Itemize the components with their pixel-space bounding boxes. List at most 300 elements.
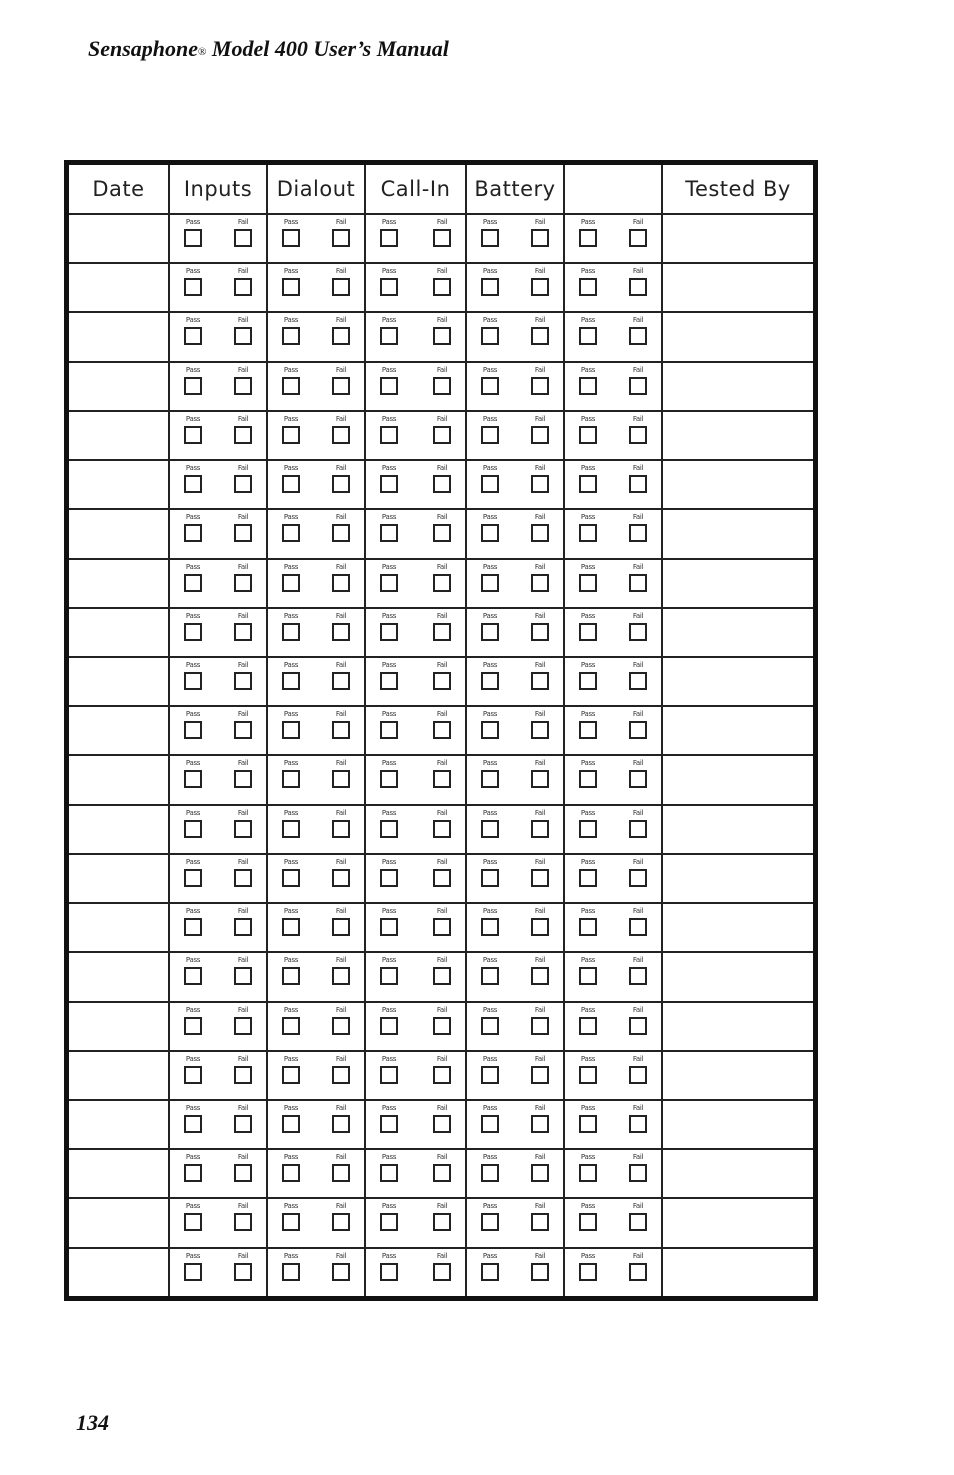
- pass-option: [180, 709, 206, 739]
- fail-checkbox[interactable]: [433, 1213, 451, 1231]
- pass-checkbox[interactable]: [282, 770, 300, 788]
- fail-option: [625, 1054, 651, 1084]
- pass-checkbox[interactable]: [184, 475, 202, 493]
- date-cell[interactable]: [69, 854, 169, 903]
- fail-checkbox[interactable]: [234, 1213, 252, 1231]
- fail-checkbox[interactable]: [332, 377, 350, 395]
- pass-checkbox[interactable]: [184, 574, 202, 592]
- fail-checkbox[interactable]: [234, 1164, 252, 1182]
- pass-checkbox[interactable]: [481, 327, 499, 345]
- date-cell[interactable]: [69, 952, 169, 1001]
- fail-checkbox[interactable]: [332, 327, 350, 345]
- pass-checkbox[interactable]: [282, 918, 300, 936]
- pass-checkbox[interactable]: [380, 869, 398, 887]
- date-cell[interactable]: [69, 214, 169, 263]
- fail-checkbox[interactable]: [629, 1263, 647, 1281]
- fail-checkbox[interactable]: [531, 475, 549, 493]
- fail-checkbox[interactable]: [531, 770, 549, 788]
- pass-checkbox[interactable]: [380, 967, 398, 985]
- pass-checkbox[interactable]: [481, 1213, 499, 1231]
- tested-by-cell[interactable]: [662, 755, 813, 804]
- fail-checkbox[interactable]: [629, 278, 647, 296]
- fail-checkbox[interactable]: [332, 869, 350, 887]
- fail-checkbox[interactable]: [332, 1017, 350, 1035]
- pass-checkbox[interactable]: [481, 278, 499, 296]
- pass-label: Pass: [482, 1251, 498, 1260]
- pass-checkbox[interactable]: [579, 1017, 597, 1035]
- pass-checkbox[interactable]: [282, 721, 300, 739]
- fail-checkbox[interactable]: [629, 1066, 647, 1084]
- fail-checkbox[interactable]: [433, 574, 451, 592]
- fail-checkbox[interactable]: [629, 1115, 647, 1133]
- pass-label: Pass: [381, 218, 397, 226]
- tested-by-cell[interactable]: [662, 1198, 813, 1247]
- fail-checkbox[interactable]: [629, 426, 647, 444]
- date-cell[interactable]: [69, 706, 169, 755]
- fail-checkbox[interactable]: [433, 278, 451, 296]
- fail-checkbox[interactable]: [433, 770, 451, 788]
- tested-by-cell[interactable]: [662, 1149, 813, 1198]
- fail-checkbox[interactable]: [332, 1164, 350, 1182]
- pass-checkbox[interactable]: [380, 1115, 398, 1133]
- pass-checkbox[interactable]: [579, 327, 597, 345]
- pass-checkbox[interactable]: [481, 1115, 499, 1133]
- date-cell[interactable]: [69, 509, 169, 558]
- fail-checkbox[interactable]: [332, 721, 350, 739]
- check-cell: [267, 706, 365, 755]
- fail-checkbox[interactable]: [629, 869, 647, 887]
- fail-checkbox[interactable]: [332, 475, 350, 493]
- check-cell: [169, 509, 267, 558]
- pass-checkbox[interactable]: [481, 1263, 499, 1281]
- pass-checkbox[interactable]: [282, 1263, 300, 1281]
- date-cell[interactable]: [69, 1100, 169, 1149]
- pass-checkbox[interactable]: [282, 1017, 300, 1035]
- tested-by-cell[interactable]: [662, 608, 813, 657]
- pass-checkbox[interactable]: [282, 278, 300, 296]
- fail-checkbox[interactable]: [629, 1213, 647, 1231]
- pass-checkbox[interactable]: [481, 229, 499, 247]
- date-cell[interactable]: [69, 263, 169, 312]
- pass-checkbox[interactable]: [481, 869, 499, 887]
- pass-checkbox[interactable]: [481, 820, 499, 838]
- fail-checkbox[interactable]: [332, 672, 350, 690]
- fail-checkbox[interactable]: [531, 377, 549, 395]
- fail-checkbox[interactable]: [234, 278, 252, 296]
- fail-checkbox[interactable]: [433, 1263, 451, 1281]
- pass-checkbox[interactable]: [282, 377, 300, 395]
- fail-checkbox[interactable]: [531, 869, 549, 887]
- fail-checkbox[interactable]: [234, 1017, 252, 1035]
- fail-checkbox[interactable]: [629, 721, 647, 739]
- pass-checkbox[interactable]: [282, 820, 300, 838]
- pass-option: [180, 562, 206, 592]
- fail-checkbox[interactable]: [531, 426, 549, 444]
- fail-checkbox[interactable]: [234, 377, 252, 395]
- fail-checkbox[interactable]: [629, 918, 647, 936]
- fail-checkbox[interactable]: [234, 524, 252, 542]
- fail-checkbox[interactable]: [433, 1115, 451, 1133]
- tested-by-cell[interactable]: [662, 1100, 813, 1149]
- check-cell: [365, 854, 466, 903]
- fail-option: [625, 1201, 651, 1231]
- fail-checkbox[interactable]: [629, 672, 647, 690]
- fail-checkbox[interactable]: [332, 623, 350, 641]
- fail-checkbox[interactable]: [234, 721, 252, 739]
- fail-checkbox[interactable]: [629, 377, 647, 395]
- pass-checkbox[interactable]: [579, 1263, 597, 1281]
- fail-checkbox[interactable]: [234, 1115, 252, 1133]
- tested-by-cell[interactable]: [662, 460, 813, 509]
- date-cell[interactable]: [69, 755, 169, 804]
- pass-checkbox[interactable]: [282, 869, 300, 887]
- fail-checkbox[interactable]: [531, 1213, 549, 1231]
- fail-checkbox[interactable]: [332, 426, 350, 444]
- pass-checkbox[interactable]: [481, 1017, 499, 1035]
- tested-by-cell[interactable]: [662, 1248, 813, 1296]
- pass-checkbox[interactable]: [184, 377, 202, 395]
- pass-option: [477, 808, 503, 838]
- pass-option: [575, 1054, 601, 1084]
- pass-checkbox[interactable]: [380, 475, 398, 493]
- pass-checkbox[interactable]: [282, 1213, 300, 1231]
- pass-checkbox[interactable]: [184, 327, 202, 345]
- pass-checkbox[interactable]: [380, 1017, 398, 1035]
- pass-checkbox[interactable]: [282, 1164, 300, 1182]
- tested-by-cell[interactable]: [662, 263, 813, 312]
- check-cell: [267, 1051, 365, 1100]
- pass-label: Pass: [283, 808, 299, 817]
- fail-checkbox[interactable]: [531, 623, 549, 641]
- pass-checkbox[interactable]: [380, 623, 398, 641]
- pass-checkbox[interactable]: [380, 1213, 398, 1231]
- tested-by-cell[interactable]: [662, 805, 813, 854]
- pass-checkbox[interactable]: [481, 1164, 499, 1182]
- pass-checkbox[interactable]: [184, 770, 202, 788]
- pass-label: Pass: [185, 611, 201, 620]
- pass-option: [278, 758, 304, 788]
- fail-checkbox[interactable]: [629, 967, 647, 985]
- fail-label: Fail: [436, 710, 448, 719]
- fail-checkbox[interactable]: [531, 820, 549, 838]
- pass-checkbox[interactable]: [579, 869, 597, 887]
- pass-checkbox[interactable]: [481, 967, 499, 985]
- pass-checkbox[interactable]: [380, 229, 398, 247]
- pass-checkbox[interactable]: [184, 967, 202, 985]
- pass-checkbox[interactable]: [184, 524, 202, 542]
- pass-checkbox[interactable]: [481, 524, 499, 542]
- fail-option: [527, 1054, 553, 1084]
- pass-option: [278, 1054, 304, 1084]
- fail-checkbox[interactable]: [629, 327, 647, 345]
- pass-checkbox[interactable]: [184, 623, 202, 641]
- pass-checkbox[interactable]: [481, 574, 499, 592]
- fail-checkbox[interactable]: [531, 967, 549, 985]
- pass-option: [180, 1054, 206, 1084]
- fail-checkbox[interactable]: [332, 574, 350, 592]
- pass-checkbox[interactable]: [184, 1066, 202, 1084]
- pass-checkbox[interactable]: [579, 918, 597, 936]
- fail-checkbox[interactable]: [629, 475, 647, 493]
- date-cell[interactable]: [69, 1149, 169, 1198]
- pass-checkbox[interactable]: [380, 672, 398, 690]
- pass-checkbox[interactable]: [380, 1263, 398, 1281]
- fail-checkbox[interactable]: [332, 229, 350, 247]
- fail-label: Fail: [237, 267, 249, 276]
- fail-checkbox[interactable]: [234, 426, 252, 444]
- pass-checkbox[interactable]: [579, 770, 597, 788]
- pass-checkbox[interactable]: [184, 426, 202, 444]
- pass-checkbox[interactable]: [579, 475, 597, 493]
- pass-checkbox[interactable]: [184, 820, 202, 838]
- fail-checkbox[interactable]: [531, 278, 549, 296]
- pass-checkbox[interactable]: [380, 1066, 398, 1084]
- pass-checkbox[interactable]: [380, 327, 398, 345]
- pass-checkbox[interactable]: [579, 426, 597, 444]
- fail-checkbox[interactable]: [234, 574, 252, 592]
- fail-checkbox[interactable]: [433, 623, 451, 641]
- fail-checkbox[interactable]: [433, 967, 451, 985]
- fail-checkbox[interactable]: [433, 475, 451, 493]
- pass-checkbox[interactable]: [282, 1066, 300, 1084]
- fail-option: [429, 463, 455, 493]
- pass-checkbox[interactable]: [579, 1213, 597, 1231]
- fail-checkbox[interactable]: [531, 1164, 549, 1182]
- pass-checkbox[interactable]: [184, 869, 202, 887]
- pass-checkbox[interactable]: [184, 1017, 202, 1035]
- fail-checkbox[interactable]: [433, 524, 451, 542]
- fail-checkbox[interactable]: [629, 1164, 647, 1182]
- pass-checkbox[interactable]: [579, 623, 597, 641]
- fail-checkbox[interactable]: [531, 574, 549, 592]
- tested-by-cell[interactable]: [662, 312, 813, 361]
- fail-checkbox[interactable]: [234, 918, 252, 936]
- fail-checkbox[interactable]: [629, 623, 647, 641]
- fail-checkbox[interactable]: [629, 1017, 647, 1035]
- fail-checkbox[interactable]: [433, 1066, 451, 1084]
- fail-checkbox[interactable]: [531, 1017, 549, 1035]
- tested-by-cell[interactable]: [662, 214, 813, 263]
- pass-checkbox[interactable]: [481, 721, 499, 739]
- tested-by-cell[interactable]: [662, 854, 813, 903]
- fail-checkbox[interactable]: [531, 524, 549, 542]
- fail-checkbox[interactable]: [531, 672, 549, 690]
- fail-option: [328, 266, 354, 296]
- pass-checkbox[interactable]: [184, 278, 202, 296]
- tested-by-cell[interactable]: [662, 362, 813, 411]
- date-cell[interactable]: [69, 657, 169, 706]
- fail-checkbox[interactable]: [234, 327, 252, 345]
- fail-checkbox[interactable]: [332, 770, 350, 788]
- date-cell[interactable]: [69, 903, 169, 952]
- fail-checkbox[interactable]: [433, 377, 451, 395]
- pass-checkbox[interactable]: [282, 327, 300, 345]
- fail-checkbox[interactable]: [234, 1066, 252, 1084]
- pass-option: [376, 1103, 402, 1133]
- pass-checkbox[interactable]: [579, 1164, 597, 1182]
- pass-checkbox[interactable]: [380, 918, 398, 936]
- pass-checkbox[interactable]: [579, 524, 597, 542]
- pass-checkbox[interactable]: [579, 820, 597, 838]
- date-cell[interactable]: [69, 1248, 169, 1296]
- pass-checkbox[interactable]: [481, 770, 499, 788]
- fail-checkbox[interactable]: [433, 327, 451, 345]
- fail-checkbox[interactable]: [629, 770, 647, 788]
- fail-checkbox[interactable]: [332, 1213, 350, 1231]
- fail-checkbox[interactable]: [531, 327, 549, 345]
- pass-checkbox[interactable]: [579, 1115, 597, 1133]
- fail-checkbox[interactable]: [332, 820, 350, 838]
- fail-checkbox[interactable]: [332, 918, 350, 936]
- pass-checkbox[interactable]: [380, 1164, 398, 1182]
- pass-checkbox[interactable]: [579, 278, 597, 296]
- fail-checkbox[interactable]: [531, 1115, 549, 1133]
- fail-checkbox[interactable]: [433, 229, 451, 247]
- pass-checkbox[interactable]: [184, 672, 202, 690]
- pass-checkbox[interactable]: [481, 426, 499, 444]
- fail-checkbox[interactable]: [234, 820, 252, 838]
- fail-checkbox[interactable]: [629, 574, 647, 592]
- pass-checkbox[interactable]: [184, 1115, 202, 1133]
- pass-checkbox[interactable]: [579, 574, 597, 592]
- pass-checkbox[interactable]: [282, 967, 300, 985]
- date-cell[interactable]: [69, 362, 169, 411]
- fail-checkbox[interactable]: [433, 918, 451, 936]
- date-cell[interactable]: [69, 805, 169, 854]
- pass-checkbox[interactable]: [282, 1115, 300, 1133]
- pass-checkbox[interactable]: [282, 229, 300, 247]
- tested-by-cell[interactable]: [662, 509, 813, 558]
- pass-checkbox[interactable]: [481, 918, 499, 936]
- pass-label: Pass: [381, 907, 397, 916]
- tested-by-cell[interactable]: [662, 903, 813, 952]
- fail-checkbox[interactable]: [332, 1115, 350, 1133]
- check-cell: [169, 263, 267, 312]
- fail-checkbox[interactable]: [234, 672, 252, 690]
- pass-checkbox[interactable]: [481, 623, 499, 641]
- fail-checkbox[interactable]: [531, 918, 549, 936]
- pass-checkbox[interactable]: [579, 967, 597, 985]
- check-cell: [466, 411, 564, 460]
- pass-checkbox[interactable]: [184, 918, 202, 936]
- pass-checkbox[interactable]: [184, 229, 202, 247]
- fail-checkbox[interactable]: [433, 1017, 451, 1035]
- pass-option: [575, 1103, 601, 1133]
- date-cell[interactable]: [69, 608, 169, 657]
- fail-checkbox[interactable]: [234, 229, 252, 247]
- tested-by-cell[interactable]: [662, 706, 813, 755]
- pass-checkbox[interactable]: [579, 377, 597, 395]
- date-cell[interactable]: [69, 1198, 169, 1247]
- pass-checkbox[interactable]: [184, 1164, 202, 1182]
- pass-checkbox[interactable]: [481, 1066, 499, 1084]
- pass-option: [376, 660, 402, 690]
- date-cell[interactable]: [69, 460, 169, 509]
- tested-by-cell[interactable]: [662, 952, 813, 1001]
- fail-label: Fail: [632, 464, 644, 473]
- tested-by-cell[interactable]: [662, 1002, 813, 1051]
- pass-checkbox[interactable]: [380, 377, 398, 395]
- pass-checkbox[interactable]: [184, 1213, 202, 1231]
- pass-checkbox[interactable]: [481, 475, 499, 493]
- pass-checkbox[interactable]: [481, 672, 499, 690]
- fail-checkbox[interactable]: [531, 229, 549, 247]
- fail-checkbox[interactable]: [433, 820, 451, 838]
- pass-checkbox[interactable]: [579, 721, 597, 739]
- pass-checkbox[interactable]: [579, 1066, 597, 1084]
- pass-checkbox[interactable]: [380, 574, 398, 592]
- pass-checkbox[interactable]: [380, 820, 398, 838]
- pass-checkbox[interactable]: [282, 524, 300, 542]
- fail-checkbox[interactable]: [433, 426, 451, 444]
- fail-checkbox[interactable]: [433, 1164, 451, 1182]
- date-cell[interactable]: [69, 411, 169, 460]
- tested-by-cell[interactable]: [662, 411, 813, 460]
- fail-checkbox[interactable]: [629, 524, 647, 542]
- check-cell: [365, 608, 466, 657]
- pass-checkbox[interactable]: [579, 229, 597, 247]
- pass-checkbox[interactable]: [282, 426, 300, 444]
- header-title: Model 400 User’s Manual: [206, 36, 449, 61]
- fail-checkbox[interactable]: [234, 623, 252, 641]
- fail-checkbox[interactable]: [332, 1066, 350, 1084]
- fail-checkbox[interactable]: [234, 869, 252, 887]
- fail-checkbox[interactable]: [531, 721, 549, 739]
- pass-checkbox[interactable]: [184, 1263, 202, 1281]
- pass-label: Pass: [580, 611, 596, 620]
- fail-checkbox[interactable]: [433, 721, 451, 739]
- pass-checkbox[interactable]: [282, 475, 300, 493]
- date-cell[interactable]: [69, 1002, 169, 1051]
- fail-checkbox[interactable]: [433, 869, 451, 887]
- pass-checkbox[interactable]: [380, 426, 398, 444]
- fail-checkbox[interactable]: [234, 967, 252, 985]
- pass-checkbox[interactable]: [380, 721, 398, 739]
- fail-checkbox[interactable]: [234, 770, 252, 788]
- check-cell: [365, 1198, 466, 1247]
- pass-checkbox[interactable]: [481, 377, 499, 395]
- date-cell[interactable]: [69, 312, 169, 361]
- pass-checkbox[interactable]: [282, 672, 300, 690]
- fail-checkbox[interactable]: [531, 1066, 549, 1084]
- date-cell[interactable]: [69, 559, 169, 608]
- date-cell[interactable]: [69, 1051, 169, 1100]
- pass-checkbox[interactable]: [184, 721, 202, 739]
- fail-checkbox[interactable]: [332, 524, 350, 542]
- pass-checkbox[interactable]: [579, 672, 597, 690]
- fail-checkbox[interactable]: [234, 1263, 252, 1281]
- pass-option: [575, 512, 601, 542]
- pass-checkbox[interactable]: [380, 770, 398, 788]
- pass-checkbox[interactable]: [380, 278, 398, 296]
- fail-checkbox[interactable]: [531, 1263, 549, 1281]
- tested-by-cell[interactable]: [662, 1051, 813, 1100]
- fail-checkbox[interactable]: [629, 229, 647, 247]
- fail-checkbox[interactable]: [433, 672, 451, 690]
- pass-checkbox[interactable]: [282, 623, 300, 641]
- fail-label: Fail: [534, 513, 546, 522]
- fail-checkbox[interactable]: [332, 278, 350, 296]
- fail-checkbox[interactable]: [332, 967, 350, 985]
- fail-checkbox[interactable]: [629, 820, 647, 838]
- pass-checkbox[interactable]: [282, 574, 300, 592]
- fail-checkbox[interactable]: [234, 475, 252, 493]
- tested-by-cell[interactable]: [662, 559, 813, 608]
- pass-option: [477, 1005, 503, 1035]
- fail-checkbox[interactable]: [332, 1263, 350, 1281]
- tested-by-cell[interactable]: [662, 657, 813, 706]
- pass-checkbox[interactable]: [380, 524, 398, 542]
